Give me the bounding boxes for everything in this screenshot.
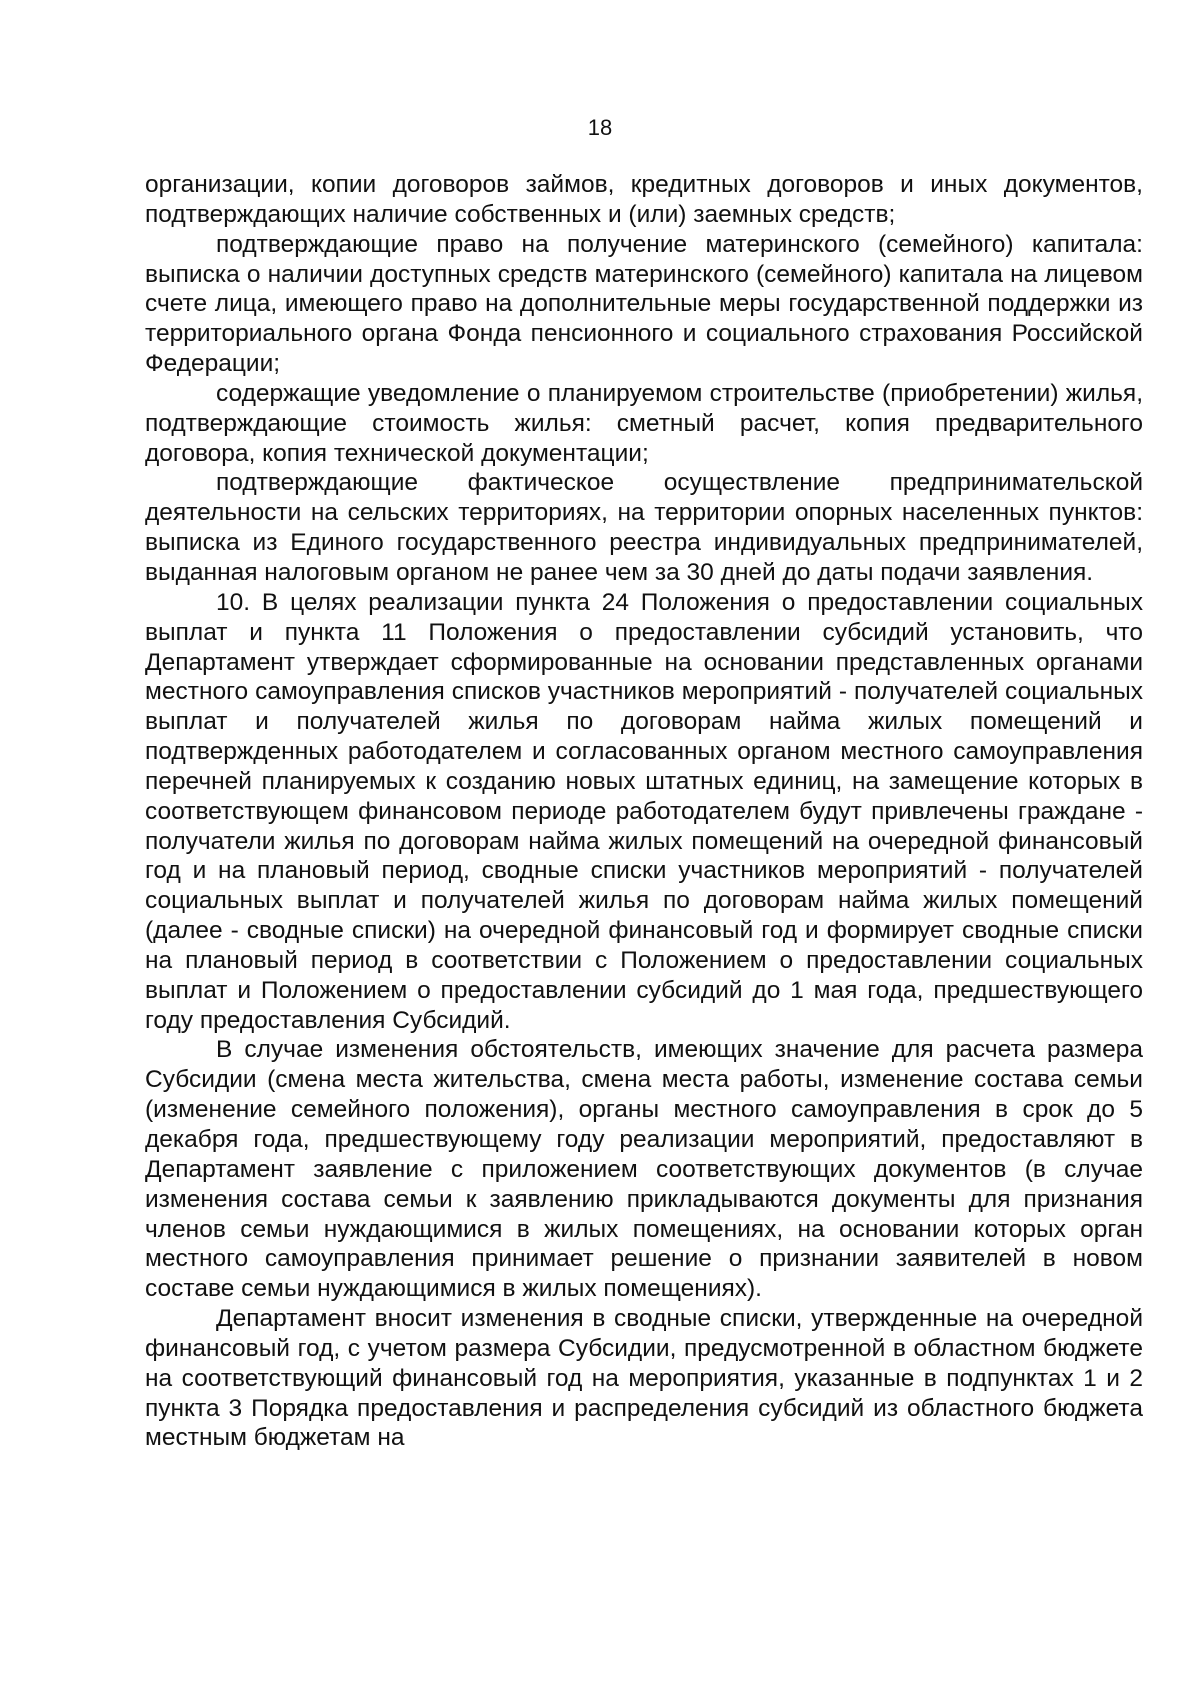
paragraph-maternity-capital: подтверждающие право на получение материнского (семейного) капитала: выписка о наличии доступных средств материнского (семейного) капитала на лицевом счете лица, имеющего право на дополнительные меры государственной поддержки из территориального органа Фонда пенсионного и социального страхования Российской Федерации; <box>145 230 1143 378</box>
document-body <box>145 170 1143 1453</box>
paragraph-entrepreneurship: подтверждающие фактическое осуществление предпринимательской деятельности на сельских территориях, на территории опорных населенных пунктов: выписка из Единого государственного реестра индивидуальных предпринимателей, выданная налоговым органом не ранее чем за 30 дней до даты подачи заявления. <box>145 469 1143 586</box>
paragraph-item-10: 10. В целях реализации пункта 24 Положения о предоставлении социальных выплат и пункта 11 Положения о предоставлении субсидий установить, что Департамент утверждает сформированные на основании представленных органами местного самоуправления списков участников мероприятий - получателей социальных выплат и получателей жилья по договорам найма жилых помещений и подтвержденных работодателем и согласованных органом местного самоуправления перечней планируемых к созданию новых штатных единиц, на замещение которых в соответствующем финансовом периоде работодателем будут привлечены граждане - получатели жилья по договорам найма жилых помещений на очередной финансовый год и на плановый период, сводные списки участников мероприятий - получателей социальных выплат и получателей жилья по договорам найма жилых помещений (далее - сводные списки) на очередной финансовый год и формирует сводные списки на плановый период в соответствии с Положением о предоставлении социальных выплат и Положением о предоставлении субсидий до 1 мая года, предшествующего году предоставления Субсидий. <box>145 588 1143 1034</box>
page-number: 18 <box>587 115 613 140</box>
paragraph-department-changes: Департамент вносит изменения в сводные списки, утвержденные на очередной финансовый год, с учетом размера Субсидии, предусмотренной в областном бюджете на соответствующий финансовый год на мероприятия, указанные в подпунктах 1 и 2 пункта 3 Порядка предоставления и распределения субсидий из областного бюджета местным бюджетам на <box>145 1305 1143 1452</box>
paragraph-circumstances-change: В случае изменения обстоятельств, имеющих значение для расчета размера Субсидии (смена места жительства, смена места работы, изменение состава семьи (изменение семейного положения), органы местного самоуправления в срок до 5 декабря года, предшествующему году реализации мероприятий, предоставляют в Департамент заявление с приложением соответствующих документов (в случае изменения состава семьи к заявлению прикладываются документы для признания членов семьи нуждающимися в жилых помещениях, на основании которых орган местного самоуправления принимает решение о признании заявителей в новом составе семьи нуждающимися в жилых помещениях). <box>145 1036 1143 1303</box>
paragraph-continuation: организации, копии договоров займов, кредитных договоров и иных документов, подтверждающих наличие собственных и (или) заемных средств; <box>145 171 1143 228</box>
paragraph-construction-notice: содержащие уведомление о планируемом строительстве (приобретении) жилья, подтверждающие стоимость жилья: сметный расчет, копия предварительного договора, копия технической документации; <box>145 379 1143 467</box>
